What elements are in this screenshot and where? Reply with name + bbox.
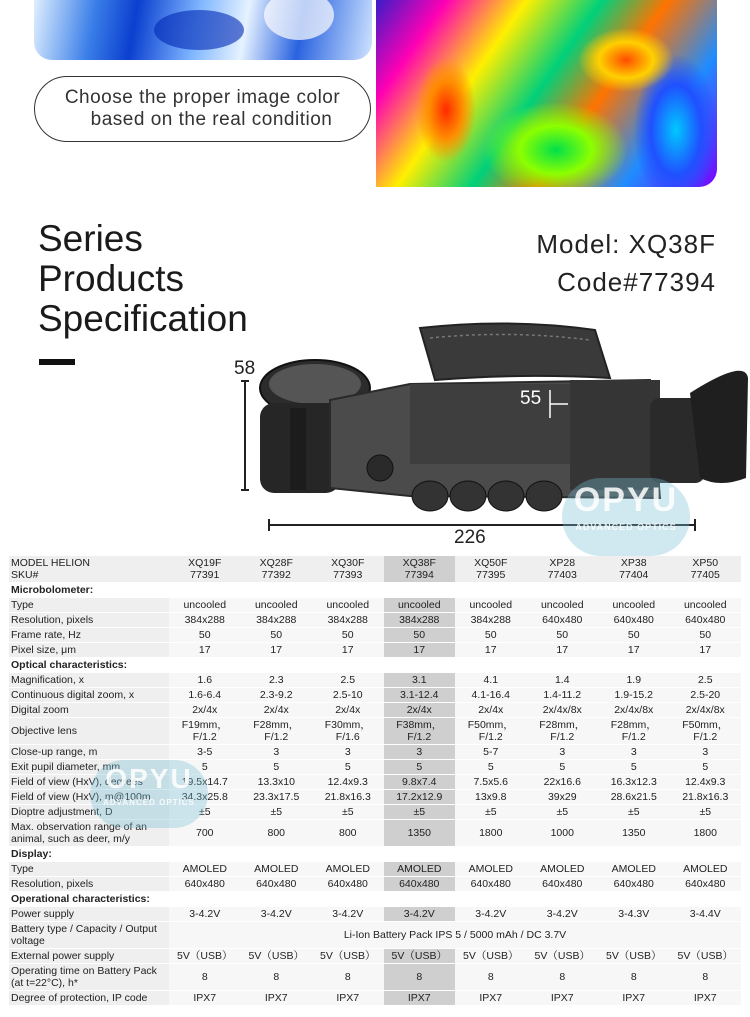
value-cell: ±5 (527, 805, 599, 820)
value-cell: uncooled (527, 598, 599, 613)
value-cell: 17 (455, 643, 527, 658)
caption-line-1: Choose the proper image color (64, 87, 341, 108)
row-label: Objective lens (9, 718, 169, 745)
table-row (9, 907, 741, 922)
value-cell: F28mm， F/1.2 (527, 718, 599, 745)
model-sku: 77403 (547, 569, 577, 581)
value-cell: 1800 (455, 820, 527, 847)
table-row (9, 964, 741, 991)
value-cell: 5V（USB） (384, 949, 456, 964)
model-sku: 77392 (261, 569, 291, 581)
value-cell: 17 (598, 643, 670, 658)
value-cell: 17 (241, 643, 313, 658)
value-cell: 3.1 (384, 673, 456, 688)
value-cell: uncooled (312, 598, 384, 613)
model-name: XQ19F (188, 557, 222, 569)
value-cell: 1000 (527, 820, 599, 847)
model-column-header (312, 556, 384, 583)
value-cell: 640x480 (384, 877, 456, 892)
value-cell: 3 (312, 745, 384, 760)
value-cell: uncooled (384, 598, 456, 613)
value-cell: 3-4.4V (670, 907, 742, 922)
brand-watermark (562, 478, 690, 556)
value-cell: 384x288 (455, 613, 527, 628)
rainbow-color-thermal-image (376, 0, 717, 187)
image-color-caption (34, 76, 371, 142)
value-cell: 8 (384, 964, 456, 991)
value-cell: 3 (598, 745, 670, 760)
value-cell: 50 (312, 628, 384, 643)
value-cell: 17 (312, 643, 384, 658)
height-tick-top (241, 380, 249, 382)
row-label: Degree of protection, IP code (9, 991, 169, 1006)
value-cell: 5 (384, 760, 456, 775)
value-cell: 2.3 (241, 673, 313, 688)
model-column-header (527, 556, 599, 583)
value-cell: 5V（USB） (241, 949, 313, 964)
value-cell: 384x288 (241, 613, 313, 628)
section-title: Display: (9, 847, 741, 862)
section-header-row (9, 583, 741, 598)
value-cell: ±5 (455, 805, 527, 820)
value-cell: 2x/4x/8x (598, 703, 670, 718)
value-cell: 1.4-11.2 (527, 688, 599, 703)
value-cell: ±5 (670, 805, 742, 820)
value-cell: 640x480 (598, 613, 670, 628)
value-cell: 8 (312, 964, 384, 991)
section-header-row (9, 892, 741, 907)
value-cell: 5V（USB） (527, 949, 599, 964)
table-row (9, 613, 741, 628)
value-cell: 50 (598, 628, 670, 643)
value-cell: 22x16.6 (527, 775, 599, 790)
model-column-header (384, 556, 456, 583)
value-cell: 2.5-10 (312, 688, 384, 703)
value-cell: uncooled (598, 598, 670, 613)
model-column-header (455, 556, 527, 583)
value-cell: 3-4.2V (527, 907, 599, 922)
value-cell: AMOLED (312, 862, 384, 877)
section-title: Operational characteristics: (9, 892, 741, 907)
value-cell: 640x480 (455, 877, 527, 892)
row-label: Digital zoom (9, 703, 169, 718)
value-cell: 4.1-16.4 (455, 688, 527, 703)
value-cell: 13x9.8 (455, 790, 527, 805)
model-sku: 77405 (690, 569, 720, 581)
value-cell: 5V（USB） (598, 949, 670, 964)
value-cell: 3-5 (169, 745, 241, 760)
value-cell: 2x/4x (241, 703, 313, 718)
model-name: XP50 (692, 557, 719, 569)
value-cell: AMOLED (670, 862, 742, 877)
section-title: Optical characteristics: (9, 658, 741, 673)
value-cell: 2x/4x (384, 703, 456, 718)
value-cell: AMOLED (455, 862, 527, 877)
value-cell: 3-4.2V (241, 907, 313, 922)
value-cell: 5V（USB） (312, 949, 384, 964)
row-label: Resolution, pixels (9, 877, 169, 892)
model-sku: 77404 (619, 569, 649, 581)
title-underline (39, 359, 75, 365)
value-cell: AMOLED (384, 862, 456, 877)
table-row (9, 703, 741, 718)
value-cell: 50 (241, 628, 313, 643)
model-name: XP28 (549, 557, 576, 569)
length-dimension: 226 (454, 527, 486, 548)
section-header-row (9, 847, 741, 862)
value-cell: 3-4.2V (384, 907, 456, 922)
table-header-row (9, 556, 741, 583)
value-cell: 12.4x9.3 (670, 775, 742, 790)
value-cell: 2.5-20 (670, 688, 742, 703)
value-cell: 2.5 (312, 673, 384, 688)
value-cell: IPX7 (670, 991, 742, 1006)
value-cell: 640x480 (670, 613, 742, 628)
value-cell: 8 (169, 964, 241, 991)
model-column-header (598, 556, 670, 583)
value-cell: 640x480 (312, 877, 384, 892)
table-watermark-tagline: ADVANCED OPTICS (103, 798, 195, 807)
value-cell: IPX7 (455, 991, 527, 1006)
value-cell: IPX7 (312, 991, 384, 1006)
value-cell: uncooled (670, 598, 742, 613)
row-label: Resolution, pixels (9, 613, 169, 628)
model-name: XQ38F (402, 557, 436, 569)
row-label: Field of view (HxV), m@100m (9, 790, 169, 805)
model-number: Model: XQ38F (536, 229, 716, 259)
model-sku: 77395 (476, 569, 506, 581)
value-cell: IPX7 (598, 991, 670, 1006)
page-title (38, 219, 248, 339)
value-cell: 2x/4x/8x (527, 703, 599, 718)
table-row (9, 922, 741, 949)
value-cell: 384x288 (384, 613, 456, 628)
row-label: External power supply (9, 949, 169, 964)
value-cell: 1350 (598, 820, 670, 847)
value-cell: IPX7 (169, 991, 241, 1006)
model-name: XP38 (620, 557, 647, 569)
value-cell: uncooled (455, 598, 527, 613)
row-label: Operating time on Battery Pack (at t=22°C), h* (9, 964, 169, 991)
table-row (9, 688, 741, 703)
row-label: Exit pupil diameter, mm (9, 760, 169, 775)
row-label: Type (9, 862, 169, 877)
table-row (9, 718, 741, 745)
table-watermark (90, 760, 208, 828)
value-cell: F50mm， F/1.2 (455, 718, 527, 745)
title-line-2: Products (38, 258, 185, 299)
table-row (9, 673, 741, 688)
value-cell: 13.3x10 (241, 775, 313, 790)
row-label: Field of view (HxV), degrees (9, 775, 169, 790)
value-cell: 50 (384, 628, 456, 643)
table-row (9, 598, 741, 613)
value-cell: 3.1-12.4 (384, 688, 456, 703)
diameter-dimension: 55 (520, 388, 542, 409)
value-cell: 5 (169, 760, 241, 775)
value-cell: 640x480 (598, 877, 670, 892)
value-cell: 2x/4x (169, 703, 241, 718)
value-cell: 17.2x12.9 (384, 790, 456, 805)
value-cell: 1.9-15.2 (598, 688, 670, 703)
value-cell: 8 (598, 964, 670, 991)
value-cell: 21.8x16.3 (670, 790, 742, 805)
value-cell: 5 (670, 760, 742, 775)
value-cell: 2.3-9.2 (241, 688, 313, 703)
value-cell: 17 (169, 643, 241, 658)
value-cell: AMOLED (241, 862, 313, 877)
value-cell: 19.5x14.7 (169, 775, 241, 790)
title-line-1: Series (38, 218, 143, 259)
value-cell: 50 (455, 628, 527, 643)
value-cell: 23.3x17.5 (241, 790, 313, 805)
watermark-tagline: ADVANCED OPTICS (575, 522, 677, 532)
value-cell: 8 (455, 964, 527, 991)
row-label: Continuous digital zoom, x (9, 688, 169, 703)
table-row (9, 745, 741, 760)
value-cell: F30mm， F/1.6 (312, 718, 384, 745)
value-cell: 50 (169, 628, 241, 643)
title-line-3: Specification (38, 298, 248, 339)
table-watermark-brand: OPYU (105, 763, 193, 794)
value-cell: 640x480 (527, 877, 599, 892)
model-header-label: MODEL HELION (11, 557, 90, 569)
value-cell: 7.5x5.6 (455, 775, 527, 790)
model-name: XQ28F (259, 557, 293, 569)
model-name: XQ30F (331, 557, 365, 569)
caption-line-2: based on the real condition (90, 109, 333, 130)
value-cell: 17 (384, 643, 456, 658)
value-cell: IPX7 (527, 991, 599, 1006)
value-cell: F28mm， F/1.2 (598, 718, 670, 745)
value-cell: 800 (241, 820, 313, 847)
value-cell: 2x/4x (455, 703, 527, 718)
model-column-header (241, 556, 313, 583)
value-cell: uncooled (169, 598, 241, 613)
value-cell: F28mm， F/1.2 (241, 718, 313, 745)
value-cell: 17 (670, 643, 742, 658)
table-row (9, 877, 741, 892)
model-column-header (670, 556, 742, 583)
row-label: Max. observation range of an animal, such as deer, m/y (9, 820, 169, 847)
cold-color-thermal-image (34, 0, 372, 60)
section-title: Microbolometer: (9, 583, 741, 598)
value-cell: 1.9 (598, 673, 670, 688)
value-cell: 4.1 (455, 673, 527, 688)
value-cell: AMOLED (527, 862, 599, 877)
value-cell: 5V（USB） (455, 949, 527, 964)
value-cell: 1.4 (527, 673, 599, 688)
value-cell: 3 (670, 745, 742, 760)
value-cell: 640x480 (527, 613, 599, 628)
value-cell: AMOLED (169, 862, 241, 877)
value-cell: 12.4x9.3 (312, 775, 384, 790)
row-label: Type (9, 598, 169, 613)
value-cell: 700 (169, 820, 241, 847)
value-cell: 640x480 (169, 877, 241, 892)
value-cell: 28.6x21.5 (598, 790, 670, 805)
value-cell: 17 (527, 643, 599, 658)
model-sku: 77391 (190, 569, 220, 581)
model-column-header (169, 556, 241, 583)
value-cell: 640x480 (670, 877, 742, 892)
value-cell: 5-7 (455, 745, 527, 760)
value-cell: 2x/4x/8x (670, 703, 742, 718)
value-cell: uncooled (241, 598, 313, 613)
value-cell: ±5 (384, 805, 456, 820)
value-cell: 1.6 (169, 673, 241, 688)
value-cell: 3-4.3V (598, 907, 670, 922)
model-sku: 77393 (333, 569, 363, 581)
header-label-cell (9, 556, 169, 583)
value-cell: ±5 (169, 805, 241, 820)
value-cell: 5V（USB） (169, 949, 241, 964)
value-cell: 16.3x12.3 (598, 775, 670, 790)
value-cell: 384x288 (312, 613, 384, 628)
value-cell: F38mm， F/1.2 (384, 718, 456, 745)
value-cell: 5 (312, 760, 384, 775)
table-row (9, 628, 741, 643)
value-cell: 2x/4x (312, 703, 384, 718)
value-cell: 8 (527, 964, 599, 991)
row-label: Battery type / Capacity / Output voltage (9, 922, 169, 949)
value-cell: 5 (455, 760, 527, 775)
value-cell: 1800 (670, 820, 742, 847)
value-cell: 384x288 (169, 613, 241, 628)
row-label: Dioptre adjustment, D (9, 805, 169, 820)
sku-header-label: SKU# (11, 569, 39, 581)
value-cell: 9.8x7.4 (384, 775, 456, 790)
height-dimension-line (244, 380, 246, 490)
value-cell: ±5 (241, 805, 313, 820)
watermark-brand: OPYU (573, 481, 679, 519)
value-cell: 3 (527, 745, 599, 760)
value-cell: 3 (384, 745, 456, 760)
model-sku: 77394 (404, 569, 434, 581)
value-cell: 640x480 (241, 877, 313, 892)
length-tick-left (268, 519, 270, 531)
value-cell: 3 (241, 745, 313, 760)
value-cell: 8 (670, 964, 742, 991)
table-row (9, 643, 741, 658)
value-cell: 5 (598, 760, 670, 775)
value-cell: ±5 (312, 805, 384, 820)
table-row (9, 862, 741, 877)
row-label: Pixel size, μm (9, 643, 169, 658)
value-cell: ±5 (598, 805, 670, 820)
value-cell: 3-4.2V (455, 907, 527, 922)
table-row (9, 949, 741, 964)
value-cell: 800 (312, 820, 384, 847)
value-cell: 39x29 (527, 790, 599, 805)
model-name: XQ50F (474, 557, 508, 569)
value-cell: 8 (241, 964, 313, 991)
section-header-row (9, 658, 741, 673)
row-label: Close-up range, m (9, 745, 169, 760)
row-label: Magnification, x (9, 673, 169, 688)
value-cell: 5 (241, 760, 313, 775)
merged-value-cell: Li-Ion Battery Pack IPS 5 / 5000 mAh / DC 3.7V (169, 922, 741, 949)
value-cell: 1350 (384, 820, 456, 847)
value-cell: 5V（USB） (670, 949, 742, 964)
value-cell: IPX7 (241, 991, 313, 1006)
height-dimension: 58 (234, 358, 256, 379)
value-cell: F50mm， F/1.2 (670, 718, 742, 745)
value-cell: 2.5 (670, 673, 742, 688)
value-cell: 1.6-6.4 (169, 688, 241, 703)
length-tick-right (694, 519, 696, 531)
row-label: Frame rate, Hz (9, 628, 169, 643)
value-cell: 5 (527, 760, 599, 775)
value-cell: 50 (670, 628, 742, 643)
value-cell: 34.3x25.8 (169, 790, 241, 805)
row-label: Power supply (9, 907, 169, 922)
value-cell: 21.8x16.3 (312, 790, 384, 805)
value-cell: F19mm， F/1.2 (169, 718, 241, 745)
value-cell: 50 (527, 628, 599, 643)
product-code: Code#77394 (557, 267, 716, 297)
value-cell: IPX7 (384, 991, 456, 1006)
value-cell: 3-4.2V (312, 907, 384, 922)
height-tick-bottom (241, 489, 249, 491)
table-row (9, 991, 741, 1006)
value-cell: 3-4.2V (169, 907, 241, 922)
value-cell: AMOLED (598, 862, 670, 877)
